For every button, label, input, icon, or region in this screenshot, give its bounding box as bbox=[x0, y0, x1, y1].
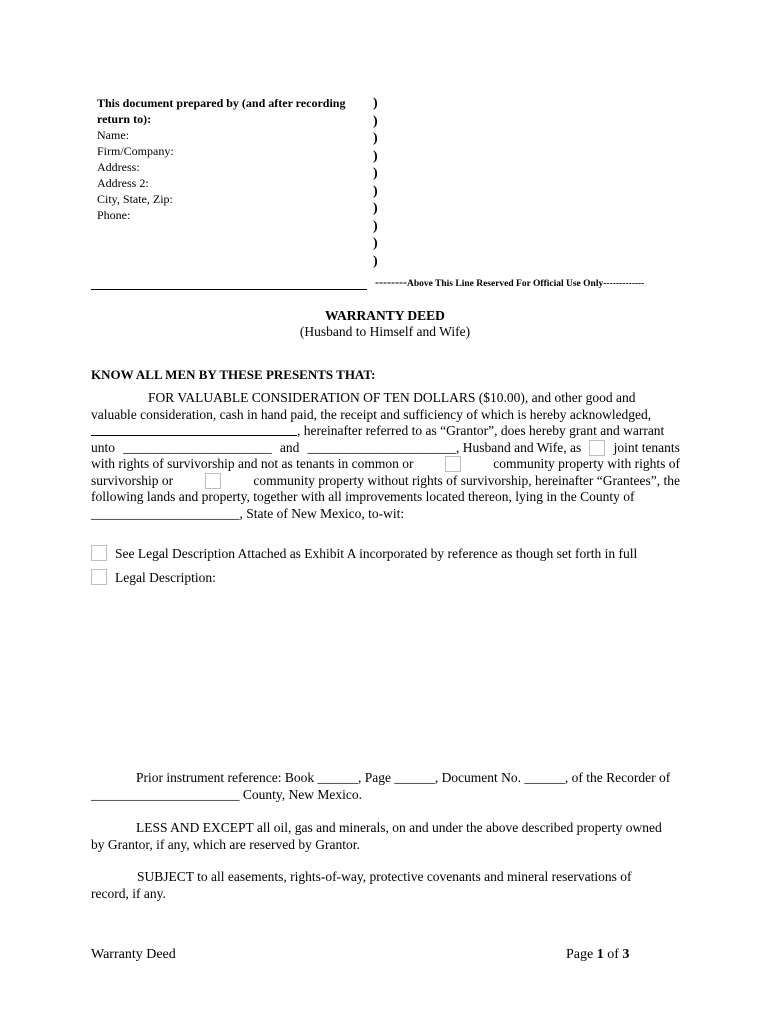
prior-line-2: ______________________ County, New Mexico. bbox=[91, 786, 362, 802]
and-label: and bbox=[279, 439, 300, 455]
community-with-rights-label: community property with rights of bbox=[493, 456, 680, 471]
preparer-block bbox=[97, 95, 367, 223]
prior-line-1: Prior instrument reference: Book ______, Page ______, Document No. ______, of the Recorder of bbox=[136, 770, 671, 785]
paren: ) bbox=[373, 96, 378, 111]
less-except-line-2: by Grantor, if any, which are reserved by Grantor. bbox=[91, 836, 360, 852]
paren: ) bbox=[373, 253, 378, 269]
less-except-line-1: LESS AND EXCEPT all oil, gas and minerals, on and under the above described property owned bbox=[136, 820, 662, 835]
of-label: of bbox=[607, 947, 619, 962]
paren: ) bbox=[373, 183, 378, 199]
paren-column bbox=[373, 95, 378, 270]
footer-page-number bbox=[566, 947, 629, 963]
paren: ) bbox=[373, 166, 378, 181]
less-except-paragraph bbox=[91, 820, 680, 853]
signature-rule bbox=[91, 289, 367, 290]
reserved-tail: ------------- bbox=[603, 279, 645, 289]
footer-doc-title: Warranty Deed bbox=[91, 947, 176, 962]
field-firm-label: Firm/Company: bbox=[97, 144, 174, 158]
reserved-line-text bbox=[375, 275, 644, 290]
field-phone-label: Phone: bbox=[97, 208, 131, 222]
deed-title bbox=[0, 308, 770, 340]
page-label: Page bbox=[566, 947, 594, 962]
subject-line-1: SUBJECT to all easements, rights-of-way, protective covenants and mineral reservations of bbox=[137, 869, 632, 884]
page-total: 3 bbox=[622, 947, 630, 962]
joint-tenants-checkbox[interactable] bbox=[589, 440, 605, 456]
legal-description-label: Legal Description: bbox=[115, 570, 216, 585]
joint-tenants-label: joint tenants bbox=[613, 439, 680, 455]
consideration-line-2: valuable consideration, cash in hand paid, the receipt and sufficiency of which is hereby acknowledged, bbox=[91, 406, 652, 422]
reserved-dashes: -------- bbox=[375, 275, 407, 289]
consideration-line-3: , hereinafter referred to as “Grantor”, does hereby grant and warrant bbox=[297, 423, 665, 438]
prior-instrument-paragraph bbox=[91, 770, 680, 803]
page-current: 1 bbox=[596, 947, 604, 962]
consideration-line-7: following lands and property, together with all improvements located thereon, lying in the County of bbox=[91, 489, 635, 504]
community-without-rights-checkbox[interactable] bbox=[205, 473, 221, 489]
community-without-rights-label: community property without rights of survivorship, hereinafter “Grantees”, the bbox=[253, 472, 680, 488]
field-name-label: Name: bbox=[97, 128, 129, 142]
paren: ) bbox=[373, 218, 378, 234]
consideration-paragraph bbox=[91, 390, 680, 522]
consideration-line-8: ______________________, State of New Mexico, to-wit: bbox=[91, 505, 405, 521]
legal-description-checkbox[interactable] bbox=[91, 569, 107, 585]
deed-title-sub: (Husband to Himself and Wife) bbox=[299, 324, 471, 339]
grantee-2-blank[interactable]: ______________________ bbox=[307, 439, 457, 455]
field-address2-label: Address 2: bbox=[97, 176, 149, 190]
legal-description-option bbox=[91, 569, 216, 586]
consideration-line-1: FOR VALUABLE CONSIDERATION OF TEN DOLLARS ($10.00), and other good and bbox=[148, 390, 636, 405]
exhibit-option bbox=[91, 545, 637, 562]
field-address-label: Address: bbox=[97, 160, 140, 174]
survivorship-text: with rights of survivorship and not as tenants in common or bbox=[91, 456, 414, 471]
paren: ) bbox=[373, 236, 378, 251]
community-with-rights-checkbox[interactable] bbox=[445, 456, 461, 472]
paren: ) bbox=[373, 131, 378, 146]
paren: ) bbox=[373, 201, 378, 216]
unto-label: unto bbox=[91, 439, 116, 455]
exhibit-label: See Legal Description Attached as Exhibit A incorporated by reference as though set forth in full bbox=[115, 546, 638, 561]
husband-wife-label: , Husband and Wife, as bbox=[456, 439, 582, 455]
field-city-label: City, State, Zip: bbox=[97, 192, 173, 206]
reserved-label: Above This Line Reserved For Official Use Only bbox=[406, 279, 604, 289]
grantor-name-blank[interactable] bbox=[91, 423, 297, 436]
know-all-heading: KNOW ALL MEN BY THESE PRESENTS THAT: bbox=[91, 367, 376, 382]
paren: ) bbox=[373, 148, 378, 164]
exhibit-checkbox[interactable] bbox=[91, 545, 107, 561]
deed-title-main: WARRANTY DEED bbox=[325, 308, 445, 323]
paren: ) bbox=[373, 113, 378, 129]
subject-paragraph bbox=[91, 869, 680, 902]
grantee-1-blank[interactable]: ______________________ bbox=[123, 439, 272, 455]
survivorship-or-text: survivorship or bbox=[91, 472, 174, 488]
prepared-by-heading: This document prepared by (and after recording return to): bbox=[97, 96, 346, 126]
subject-line-2: record, if any. bbox=[91, 885, 166, 901]
